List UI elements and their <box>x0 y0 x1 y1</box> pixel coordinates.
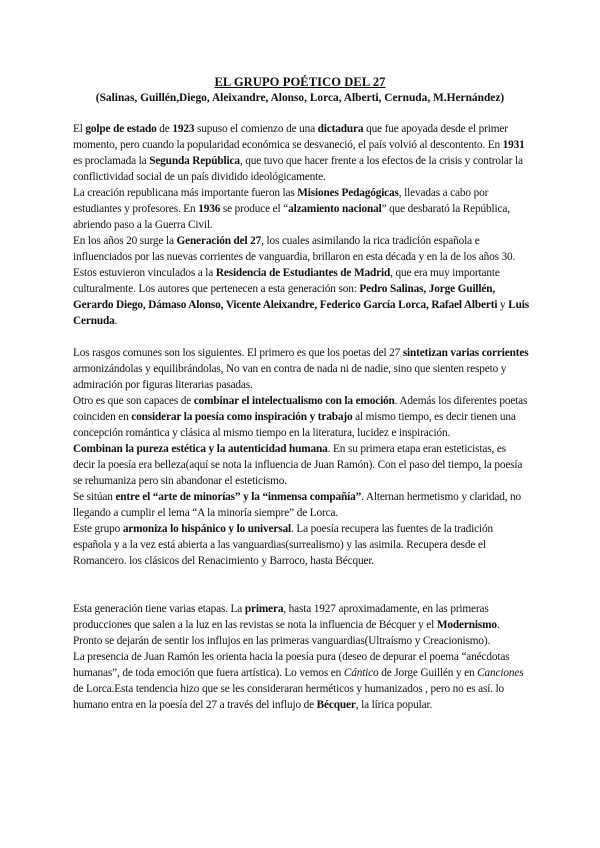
text-run: , que era muy importante culturalmente. Los autores que pertenecen a esta generación son: <box>73 267 500 295</box>
text-run: Esta generación tiene varias etapas. La <box>73 603 245 615</box>
bold-text: Pedro Salinas, Jorge Guillén, Gerardo Diego, Dámaso Alonso, Vicente Aleixandre, Federico García Lorca, Rafael Alberti <box>73 283 498 311</box>
text-run: . Además los diferentes poetas coinciden en <box>73 395 528 423</box>
paragraph <box>73 521 530 569</box>
text-run: Los rasgos comunes son los siguientes. El primero es que los poetas del 27 <box>73 347 403 359</box>
text-run: , que tuvo que hacer frente a los efectos de la crisis y controlar la conflictividad social de un país dividido ideológicamente. <box>73 155 523 183</box>
stages-section <box>73 601 530 713</box>
bold-text: 1931 <box>502 139 525 151</box>
bold-text: Misiones Pedagógicas <box>297 187 399 199</box>
bold-text: Luis Cernuda <box>73 299 529 327</box>
text-run: y <box>497 299 509 311</box>
bold-text: primera <box>244 603 284 615</box>
text-run: . Pronto se dejarán de sentir los influjos en las primeras vanguardias(Ultraísmo y Creacionismo). <box>73 619 500 647</box>
text-run: . En su primera etapa eran esteticistas, es decir la poesía era belleza(aquí se nota la influencia de Juan Ramón). Con el paso del tiempo, la poesía se rehumaniza pero sin abandonar el esteticismo. <box>73 443 523 487</box>
paragraph <box>73 601 530 649</box>
text-run: Este grupo <box>73 523 123 535</box>
text-run: , hasta 1927 aproximadamente, en las primeras producciones que salen a la luz en las revistas se nota la influencia de Bécquer y el <box>73 603 489 631</box>
paragraph <box>73 121 530 185</box>
bold-text: Residencia de Estudiantes de Madrid <box>215 267 391 279</box>
text-run: Otro es que son capaces de <box>73 395 194 407</box>
italic-title: Cántico <box>343 667 379 679</box>
italic-title: Canciones <box>477 667 524 679</box>
text-run: , llevadas a cabo por estudiantes y profesores. En <box>73 187 489 215</box>
text-run: . <box>114 315 118 327</box>
bold-text: 1923 <box>172 123 195 135</box>
text-run: La creación republicana más importante fueron las <box>73 187 298 199</box>
text-run: . Alternan hermetismo y claridad, no llegando a cumplir el lema “A la minoría siempre” de Lorca. <box>73 491 522 519</box>
bold-text: Bécquer <box>316 699 356 711</box>
paragraph <box>73 649 530 713</box>
text-run: de <box>156 123 173 135</box>
traits-section <box>73 345 530 569</box>
text-run: El <box>73 123 86 135</box>
text-run: . La poesía recupera las fuentes de la tradición española y a la vez está abierta a las vanguardias(surrealismo) y las asimila. Recupera desde el Romancero. los clásicos del Renacimiento y Barroco, hasta Bécquer. <box>73 523 493 567</box>
text-run: supuso el comienzo de una <box>194 123 318 135</box>
text-run: La presencia de Juan Ramón les orienta hacia la poesía pura (deseo de depurar el poema “anécdotas humanas”, de toda emoción que fuera artística). Lo vemos en <box>73 651 510 679</box>
paragraph <box>73 441 530 489</box>
text-run: , los cuales asimilando la rica tradición española e influenciados por las nuevas corrientes de vanguardia, brillaron en esta década y en la de los años 30. Estos estuvieron vinculados a la <box>73 235 516 279</box>
document-title: EL GRUPO POÉTICO DEL 27 <box>214 75 386 89</box>
paragraph <box>73 345 530 393</box>
paragraph <box>73 185 530 233</box>
bold-text: sintetizan varias corrientes <box>402 347 529 359</box>
bold-text: armoniza lo hispánico y lo universal <box>122 523 291 535</box>
bold-text: alzamiento nacional <box>288 203 382 215</box>
bold-text: 1936 <box>198 203 221 215</box>
text-run: de Jorge Guillén y en <box>378 667 478 679</box>
document-subtitle: (Salinas, Guillén,Diego, Aleixandre, Alonso, Lorca, Alberti, Cernuda, M.Hernández) <box>95 92 505 104</box>
text-run: Se sitúan <box>73 491 116 503</box>
bold-text: entre el “arte de minorías” y la “inmensa compañía” <box>115 491 362 503</box>
bold-text: considerar la poesía como inspiración y trabajo <box>131 411 353 423</box>
text-run: En los años 20 surge la <box>73 235 177 247</box>
text-run: ” que desbarató la República, abriendo paso a la Guerra Civil. <box>73 203 510 231</box>
text-run: armonizándolas y equilibrándolas, No van en contra de nada ni de nadie, sino que sienten respeto y admiración por figuras literarias pasadas. <box>73 363 507 391</box>
text-run: , la lírica popular. <box>355 699 433 711</box>
text-run: de Lorca.Esta tendencia hizo que se les consideraran herméticos y humanizados , pero no es así. lo humano entra en la poesía del 27 a través del influjo de <box>73 683 505 711</box>
paragraph <box>73 489 530 521</box>
bold-text: golpe de estado <box>85 123 157 135</box>
bold-text: Combinan la pureza estética y la autenticidad humana <box>73 443 328 455</box>
bold-text: Modernismo <box>436 619 497 631</box>
paragraph <box>73 393 530 441</box>
bold-text: combinar el intelectualismo con la emoción <box>193 395 395 407</box>
bold-text: Generación del 27 <box>176 235 262 247</box>
bold-text: dictadura <box>317 123 364 135</box>
intro-section <box>73 121 530 329</box>
paragraph <box>73 233 530 329</box>
text-run: que fue apoyada desde el primer momento, pero cuando la popularidad económica se desvaneció, el país volvió al descontento. En <box>73 123 508 151</box>
text-run: es proclamada la <box>73 155 150 167</box>
text-run: al mismo tiempo, es decir tienen una concepción romántica y clásica al mismo tiempo en la literatura, lucidez e inspiración. <box>73 411 516 439</box>
text-run: se produce el “ <box>220 203 289 215</box>
bold-text: Segunda República <box>149 155 240 167</box>
